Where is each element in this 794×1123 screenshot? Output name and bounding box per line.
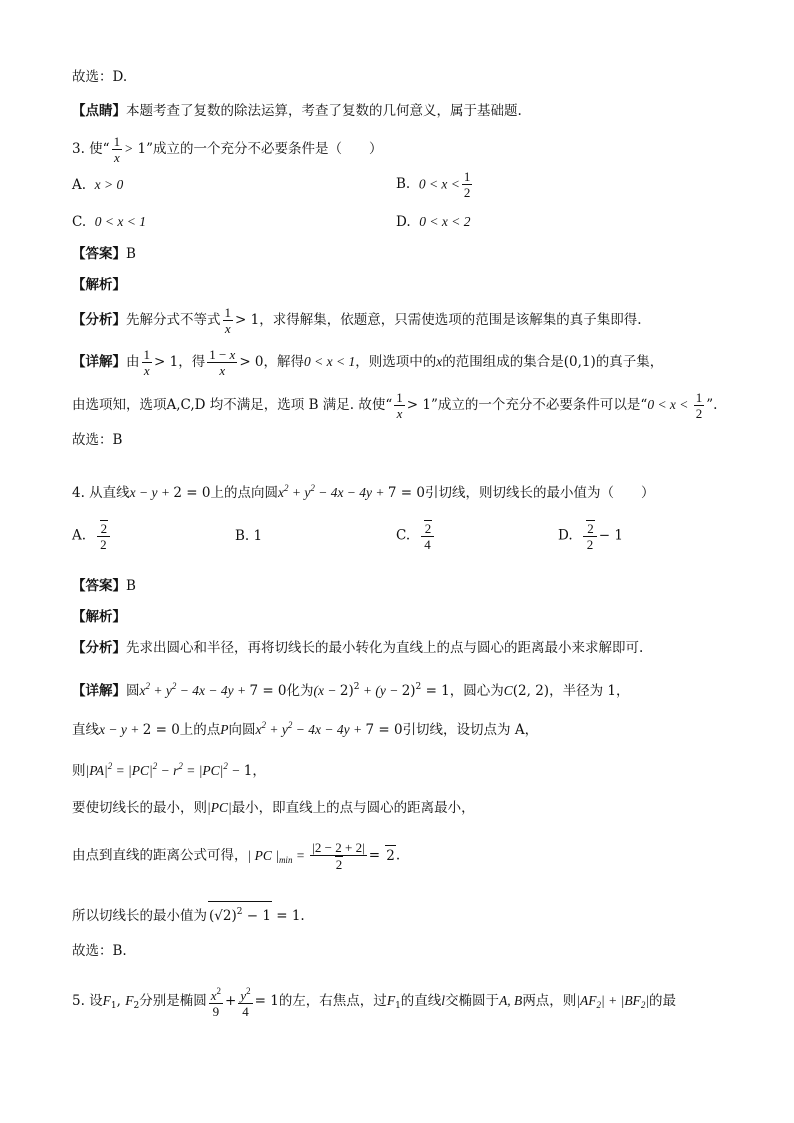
q3-detail-1: 【详解】由 $\frac{1}{x}$ > 1，得 $\frac{1 - x}{x}$ > 0，解得0 < x < 1，则选项中的x的范围组成的集合是(0,1)的真子集， <box>72 347 664 378</box>
q3-detail-2: 由选项知，选项A,C,D 均不满足，选项 B 满足. 故使“ $\frac{1}{x}$ > 1”成立的一个充分不必要条件可以是“0 < x < $\frac{1}{2}$ ”. <box>72 390 718 421</box>
q4-option-a: A. $\frac{2}{2}$ <box>72 520 112 552</box>
q4-detail-3: 则$|PA|^2 = |PC|^2 - r^2 = |PC|^2 - 1$， <box>72 761 266 779</box>
question-5-stem: 5. 设$F_1$, $F_2$分别是椭圆 $\frac{x^2}{9}$ + $\frac{y^2}{4}$ = 1的左，右焦点，过$F_1$的直线l交椭圆于A, B两点，则$|AF_2| + |BF_2|$的最 <box>72 986 677 1019</box>
q4-jiexi: 【解析】 <box>72 609 126 625</box>
q3-answer: 【答案】B <box>72 246 136 262</box>
q3-option-a: A. x > 0 <box>72 177 124 193</box>
q4-option-c: C. $\frac{2}{4}$ <box>396 520 436 552</box>
q4-detail-6: 所以切线长的最小值为 $(√2)^2 - 1 = 1$. <box>72 901 305 926</box>
q4-detail-5: 由点到直线的距离公式可得，| PC $|_{min}$ = $\frac{|2 - 2 + 2|}{2}$ = 2. <box>72 840 401 872</box>
q3-jiexi: 【解析】 <box>72 277 126 293</box>
q4-answer: 【答案】B <box>72 578 136 594</box>
q3-option-c: C. 0 < x < 1 <box>72 214 146 230</box>
question-4-stem: 4. 从直线x − y + 2 = 0上的点向圆$x^2 + y^2 - 4x - 4y + 7 = 0$引切线，则切线长的最小值为（ ） <box>72 483 655 501</box>
q4-analysis: 【分析】先求出圆心和半径，再将切线长的最小转化为直线上的点与圆心的距离最小来求解即可. <box>72 640 644 656</box>
q3-option-d: D. 0 < x < 2 <box>396 214 471 230</box>
q4-option-b: B. 1 <box>235 528 263 544</box>
dianjing-line: 【点睛】本题考查了复数的除法运算，考查了复数的几何意义，属于基础题. <box>72 103 522 119</box>
q4-detail-1: 【详解】圆$x^2 + y^2 - 4x - 4y + 7 = 0$化为$(x - 2)^2 + (y - 2)^2 = 1$，圆心为C(2, 2)，半径为 1， <box>72 681 630 699</box>
q3-end: 故选：B <box>72 432 123 448</box>
q3-analysis: 【分析】先解分式不等式 $\frac{1}{x}$ > 1，求得解集，依题意，只需使选项的范围是该解集的真子集即得. <box>72 305 642 336</box>
q4-option-d: D. $\frac{2}{2}$ − 1 <box>558 521 623 552</box>
q3-option-b: B. 0 < x < $\frac{1}{2}$ <box>396 169 471 200</box>
conclusion-line: 故选：D. <box>72 69 128 85</box>
q4-detail-4: 要使切线长的最小，则|PC|最小，即直线上的点与圆心的距离最小， <box>72 800 475 816</box>
q4-detail-2: 直线x − y + 2 = 0上的点P向圆$x^2 + y^2 - 4x - 4y + 7 = 0$引切线，设切点为 A， <box>72 720 539 738</box>
q4-end: 故选：B. <box>72 943 127 959</box>
question-3-stem: 3. 使“ $\frac{1}{x}$ > 1”成立的一个充分不必要条件是（ ） <box>72 134 383 165</box>
